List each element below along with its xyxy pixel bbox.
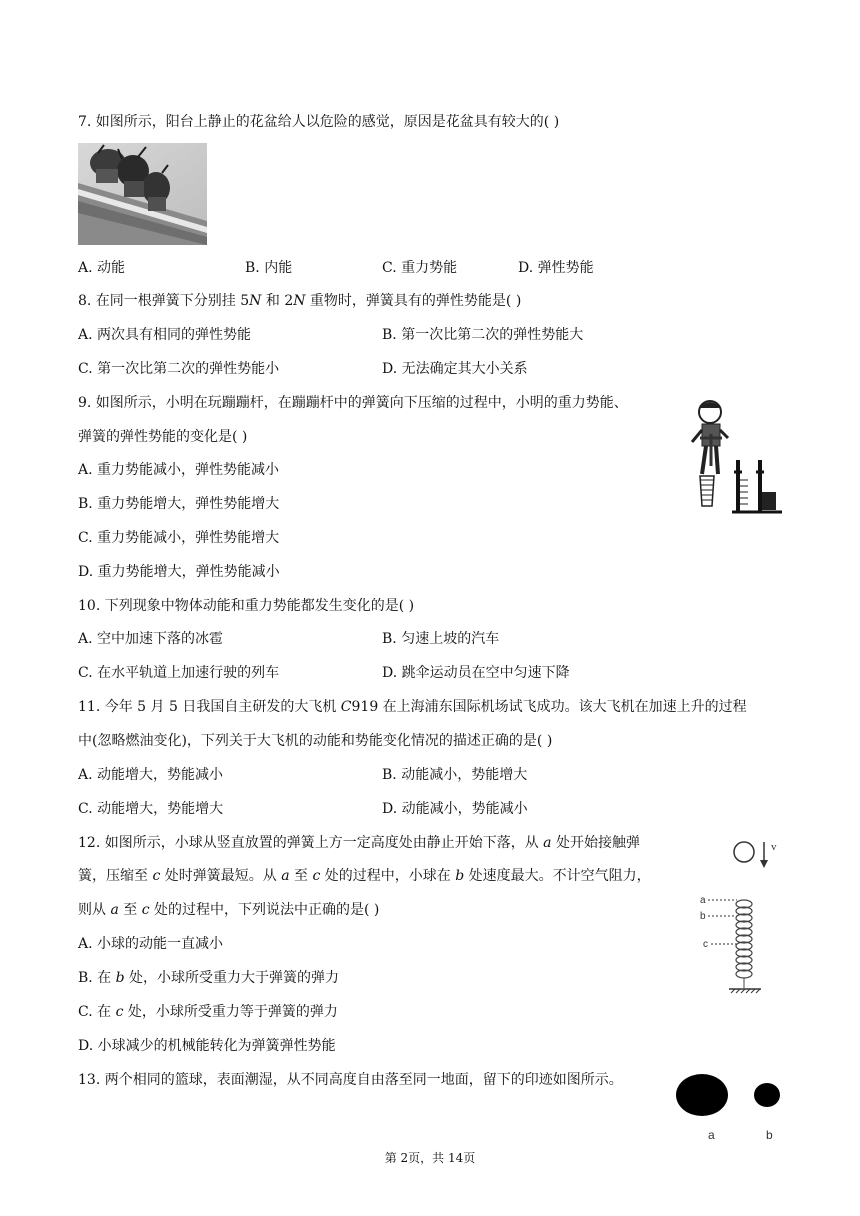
q10-stem: 10. 下列现象中物体动能和重力势能都发生变化的是( ) <box>78 598 415 614</box>
q12-stem-part: 处开始接触弹 <box>551 835 640 851</box>
q13-stem: 13. 两个相同的篮球，表面潮湿，从不同高度自由落至同一地面，留下的印迹如图所示。 <box>78 1072 623 1088</box>
q12-var-c: c <box>141 902 150 918</box>
q10-option-b: B. 匀速上坡的汽车 <box>382 631 500 647</box>
q11-option-a: A. 动能增大，势能减小 <box>78 767 224 783</box>
q8-option-a: A. 两次具有相同的弹性势能 <box>78 327 252 343</box>
q9-option-b: B. 重力势能增大，弹性势能增大 <box>78 496 280 512</box>
q11-option-c: C. 动能增大，势能增大 <box>78 801 224 817</box>
q9-option-c: C. 重力势能减小，弹性势能增大 <box>78 530 280 546</box>
q7-option-b: B. 内能 <box>245 260 293 276</box>
q11-stem-part: 11. 今年 5 月 5 日我国自主研发的大飞机 <box>78 699 341 715</box>
q12-stem-part: 至 <box>289 868 313 884</box>
ball <box>734 842 754 862</box>
q8-unit: N <box>293 293 306 309</box>
mark-b <box>754 1083 780 1107</box>
q12-option-a: A. 小球的动能一直减小 <box>78 936 224 952</box>
q12-stem-part: 处的过程中，小球在 <box>320 868 456 884</box>
q12-var-a: a <box>543 835 552 851</box>
q7-option-d: D. 弹性势能 <box>518 260 594 276</box>
q7-stem: 7. 如图所示，阳台上静止的花盆给人以危险的感觉，原因是花盆具有较大的( ) <box>78 114 560 130</box>
ball-spring-figure <box>695 836 785 998</box>
q12-var-b: b <box>455 868 465 884</box>
q8-stem <box>78 291 521 311</box>
q9-stem-line1: 9. 如图所示，小明在玩蹦蹦杆，在蹦蹦杆中的弹簧向下压缩的过程中，小明的重力势能、 <box>78 395 628 411</box>
q12-stem-part: 处的过程中，下列说法中正确的是( ) <box>149 902 380 918</box>
q10-option-a: A. 空中加速下落的冰雹 <box>78 631 224 647</box>
q12-option-part: C. 在 <box>78 1004 116 1020</box>
q12-stem-part: 簧，压缩至 <box>78 868 153 884</box>
mark-a <box>676 1074 728 1116</box>
ball-marks-figure <box>672 1068 784 1146</box>
q12-option-part: 处，小球所受重力等于弹簧的弹力 <box>123 1004 338 1020</box>
q12-stem-part: 处速度最大。不计空气阻力， <box>464 868 651 884</box>
label-c: c <box>703 939 708 950</box>
q9-option-d: D. 重力势能增大，弹性势能减小 <box>78 564 280 580</box>
pogo-stick-figure <box>682 394 784 514</box>
q11-stem-line1 <box>78 697 747 717</box>
q12-stem-line1 <box>78 833 640 853</box>
q12-stem-line3 <box>78 900 379 920</box>
q8-option-d: D. 无法确定其大小关系 <box>382 361 528 377</box>
q12-var-b: b <box>115 970 125 986</box>
label-b: b <box>700 911 706 922</box>
q12-option-part: B. 在 <box>78 970 116 986</box>
q8-option-c: C. 第一次比第二次的弹性势能小 <box>78 361 280 377</box>
q9-stem-line2: 弹簧的弹性势能的变化是( ) <box>78 429 248 445</box>
q12-option-part: 处，小球所受重力大于弹簧的弹力 <box>124 970 340 986</box>
q12-var-c: c <box>152 868 161 884</box>
q8-stem-part: 8. 在同一根弹簧下分别挂 5 <box>78 293 250 309</box>
q12-option-d: D. 小球减少的机械能转化为弹簧弹性势能 <box>78 1038 336 1054</box>
label-a: a <box>700 895 706 906</box>
q12-stem-part: 至 <box>118 902 142 918</box>
mark-a-label: a <box>708 1128 715 1142</box>
q12-var-a: a <box>110 902 119 918</box>
q11-option-d: D. 动能减小，势能减小 <box>382 801 528 817</box>
q7-option-a: A. 动能 <box>78 260 126 276</box>
q12-var-c: c <box>115 1004 124 1020</box>
q9-option-a: A. 重力势能减小，弹性势能减小 <box>78 462 280 478</box>
spring <box>736 900 752 978</box>
q12-var-c: c <box>312 868 321 884</box>
page-footer: 第 2页，共 14页 <box>384 1151 476 1165</box>
q12-stem-part: 则从 <box>78 902 111 918</box>
q11-stem-line2: 中(忽略燃油变化)，下列关于大飞机的动能和势能变化情况的描述正确的是( ) <box>78 733 553 749</box>
q12-var-a: a <box>281 868 290 884</box>
velocity-label: v <box>771 841 777 853</box>
q11-stem-part: 919 在上海浦东国际机场试飞成功。该大飞机在加速上升的过程 <box>351 699 747 715</box>
q8-stem-part: 重物时，弹簧具有的弹性势能是( ) <box>305 293 522 309</box>
q8-option-b: B. 第一次比第二次的弹性势能大 <box>382 327 584 343</box>
q7-option-c: C. 重力势能 <box>382 260 458 276</box>
q11-option-b: B. 动能减小，势能增大 <box>382 767 528 783</box>
q10-option-c: C. 在水平轨道上加速行驶的列车 <box>78 665 280 681</box>
q8-stem-part: 和 2 <box>261 293 294 309</box>
balcony-flowerpot-photo <box>78 143 207 245</box>
q12-stem-part: 处时弹簧最短。从 <box>160 868 282 884</box>
q12-stem-part: 12. 如图所示，小球从竖直放置的弹簧上方一定高度处由静止开始下落，从 <box>78 835 544 851</box>
q10-option-d: D. 跳伞运动员在空中匀速下降 <box>382 665 570 681</box>
q11-plane-letter: C <box>340 699 352 715</box>
mark-b-label: b <box>766 1128 773 1142</box>
q12-stem-line2 <box>78 866 651 886</box>
q12-option-b <box>78 968 339 988</box>
q8-unit: N <box>249 293 262 309</box>
q12-option-c <box>78 1002 338 1022</box>
